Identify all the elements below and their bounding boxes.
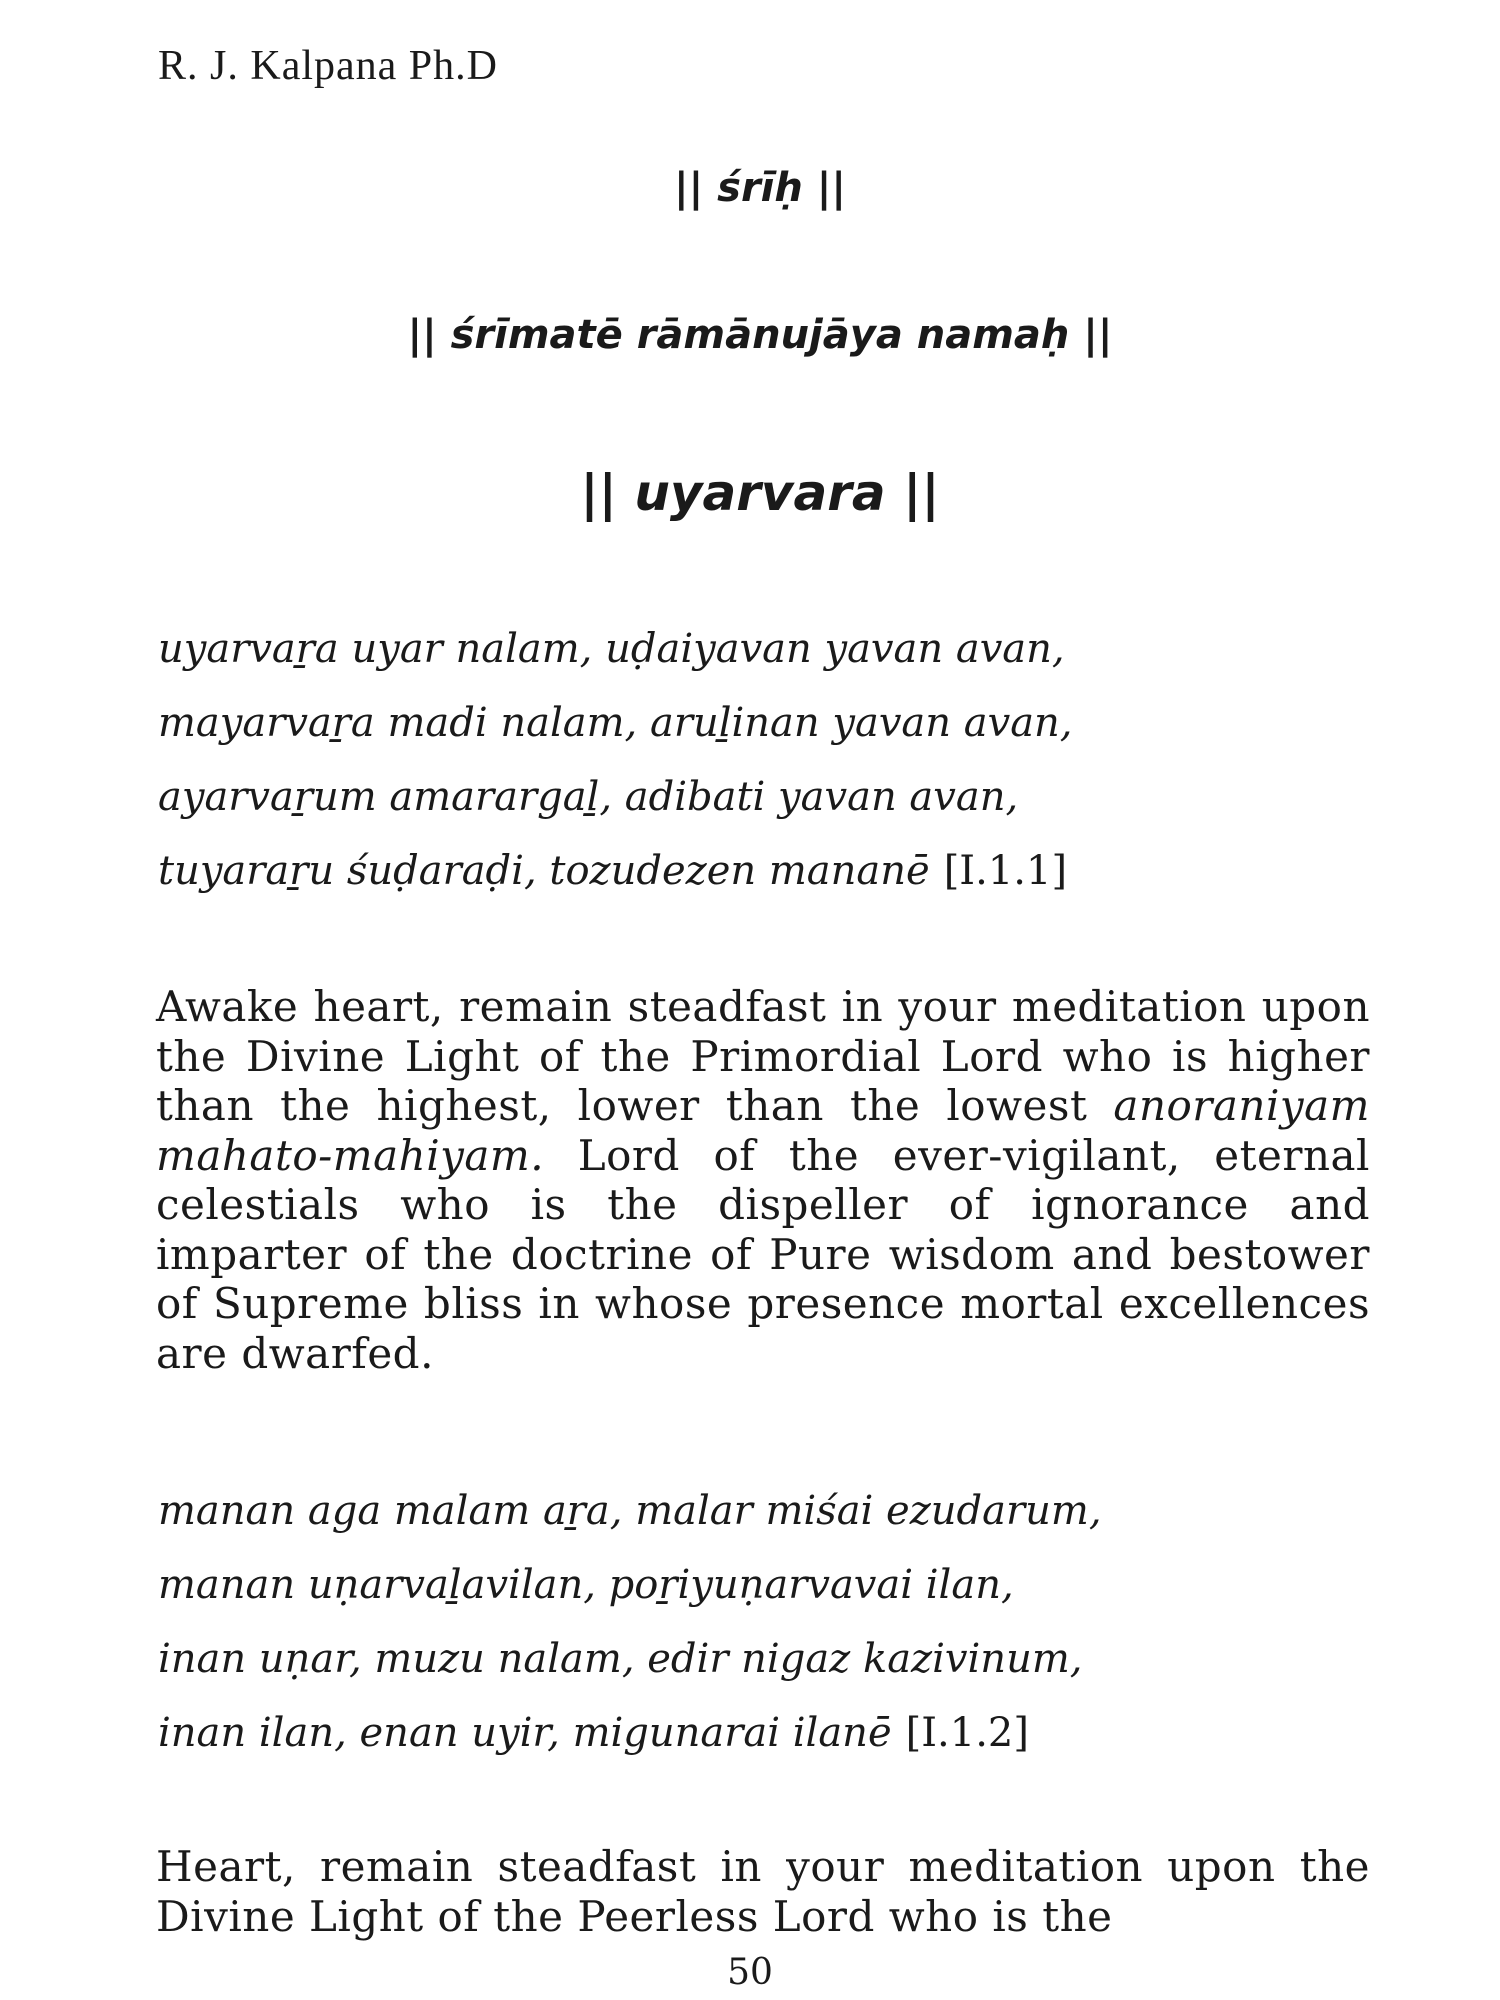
running-header-author: R. J. Kalpana Ph.D <box>158 43 498 89</box>
verse-1 <box>158 612 1388 908</box>
verse-reference: [I.1.1] <box>943 848 1068 894</box>
page-number: 50 <box>727 1952 773 1993</box>
invocation-sri: || śrīḥ || <box>673 165 846 211</box>
invocation-ramanuja: || śrīmatē rāmānujāya namaḥ || <box>407 312 1113 358</box>
verse-line-last <box>158 834 1388 908</box>
translation-text: Awake heart, remain steadfast in your meditation upon the Divine Light of the Primordial Lord who is higher than the highest, lower than the lowest <box>156 982 1370 1130</box>
translation-text: Lord of the ever-vigilant, eternal celestials who is the dispeller of ignorance and imparter of the doctrine of Pure wisdom and bestower of Supreme bliss in whose presence mortal excellences are dwarfed. <box>156 1130 1370 1378</box>
verse-line: ayarvaṟum amarargaḻ, adibati yavan avan, <box>158 774 1019 820</box>
translation-sanskrit-term: anoraniyam mahato-mahiyam. <box>156 1081 1370 1180</box>
verse-line: mayarvaṟa madi nalam, aruḻinan yavan avan, <box>158 700 1073 746</box>
verse-line-text: inan ilan, enan uyir, migunarai ilanē <box>158 1710 892 1756</box>
verse-line: manan uṇarvaḻavilan, poṟiyuṇarvavai ilan, <box>158 1562 1014 1608</box>
section-title: || uyarvara || <box>580 464 940 522</box>
verse-line: inan uṇar, muzu nalam, edir nigaz kazivinum, <box>158 1636 1083 1682</box>
verse-line: uyarvaṟa uyar nalam, uḍaiyavan yavan avan, <box>158 626 1065 672</box>
translation-2: Heart, remain steadfast in your meditation upon the Divine Light of the Peerless Lord who is the <box>156 1842 1370 1941</box>
verse-2 <box>158 1474 1388 1770</box>
verse-line: manan aga malam aṟa, malar miśai ezudarum, <box>158 1488 1102 1534</box>
verse-reference: [I.1.2] <box>905 1710 1029 1756</box>
verse-line-last <box>158 1696 1388 1770</box>
verse-line-text: tuyaraṟu śuḍaraḍi, tozudezen mananē <box>158 848 930 894</box>
translation-1 <box>156 982 1370 1378</box>
